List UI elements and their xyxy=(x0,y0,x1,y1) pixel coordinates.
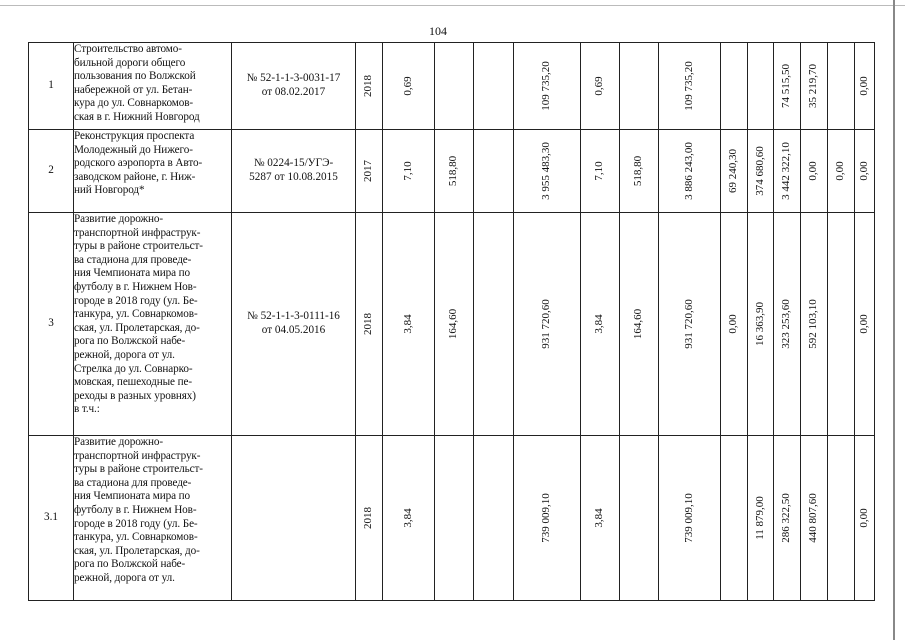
value-text: 109 735,20 xyxy=(540,61,553,111)
value-cell-c6 xyxy=(435,43,474,130)
value-cell-c12 xyxy=(721,213,748,436)
page-right-edge xyxy=(893,0,895,640)
value-cell-length xyxy=(383,213,435,436)
object-name-line: режной, дорога от ул. xyxy=(74,571,175,584)
object-name-line: Реконструкция проспекта xyxy=(74,130,195,142)
value-cell-cost2 xyxy=(659,130,721,213)
value-cell-c15 xyxy=(801,213,828,436)
row-number-cell: 3.1 xyxy=(29,436,74,601)
value-cell-c12 xyxy=(721,43,748,130)
object-name-line: ва стадиона для проведе- xyxy=(74,253,192,266)
object-name-line: ния Чемпионата мира по xyxy=(74,267,191,280)
value-text: 518,80 xyxy=(447,155,460,187)
document-line: 5287 от 10.08.2015 xyxy=(249,171,338,183)
value-text: 0,00 xyxy=(807,161,820,181)
value-cell-cost xyxy=(514,43,581,130)
page-top-edge xyxy=(0,5,905,6)
row-number-cell: 3 xyxy=(29,213,74,436)
value-text: 2018 xyxy=(362,313,375,335)
value-cell-c10 xyxy=(620,130,659,213)
value-text: 3,84 xyxy=(593,314,606,334)
value-cell-c6 xyxy=(435,213,474,436)
value-cell-cost xyxy=(514,130,581,213)
value-cell-length xyxy=(383,130,435,213)
data-table xyxy=(28,42,875,601)
table-body xyxy=(29,43,875,601)
value-cell-c13 xyxy=(748,43,774,130)
value-text: 3,84 xyxy=(401,314,414,334)
object-name-cell xyxy=(74,130,232,213)
value-cell-c7 xyxy=(474,213,514,436)
object-name-line: реходы в разных уровнях) xyxy=(74,389,196,402)
document-line: № 52-1-1-3-0031-17 xyxy=(246,72,341,85)
object-name-line: в т.ч.: xyxy=(74,403,100,416)
value-cell-length2 xyxy=(581,213,620,436)
object-name-cell xyxy=(74,43,232,130)
object-name-line: заводском районе, г. Ниж- xyxy=(74,170,196,183)
value-cell-c17 xyxy=(855,213,875,436)
value-cell-c13 xyxy=(748,213,774,436)
object-name-line: Строительство автомо- xyxy=(74,43,182,55)
value-text: 518,80 xyxy=(632,155,645,187)
object-name-line: режной, дорога от ул. xyxy=(74,348,175,361)
value-cell-c7 xyxy=(474,43,514,130)
object-name-line: ская, ул. Пролетарская, до- xyxy=(74,544,200,557)
value-cell-c17 xyxy=(855,43,875,130)
object-name-line: туры в районе строительст- xyxy=(74,240,203,253)
value-text: 0,00 xyxy=(857,314,870,334)
object-name-line: транспортной инфраструк- xyxy=(74,449,201,462)
value-cell-cost2 xyxy=(659,43,721,130)
object-name-line: городе в 2018 году (ул. Бе- xyxy=(74,517,198,530)
value-text: 2018 xyxy=(362,75,375,97)
value-cell-c7 xyxy=(474,436,514,601)
value-text: 3,84 xyxy=(401,508,414,528)
object-name-cell xyxy=(74,213,232,436)
document-line: от 08.02.2017 xyxy=(261,86,326,98)
value-cell-cost xyxy=(514,436,581,601)
expertise-document-cell xyxy=(232,213,356,436)
value-text: 0,00 xyxy=(727,314,740,334)
object-name-line: мовская, пешеходные пе- xyxy=(74,376,192,389)
value-cell-c16 xyxy=(828,130,855,213)
object-name-line: набережной от ул. Бетан- xyxy=(74,83,193,96)
object-name-line: туры в районе строительст- xyxy=(74,463,203,476)
table-row xyxy=(29,436,875,601)
object-name-line: кура до ул. Совнаркомов- xyxy=(74,97,194,110)
object-name-line: футболу в г. Нижнем Нов- xyxy=(74,280,197,293)
value-cell-c7 xyxy=(474,130,514,213)
value-cell-c6 xyxy=(435,436,474,601)
object-name-line: пользования по Волжской xyxy=(74,70,196,83)
value-cell-cost xyxy=(514,213,581,436)
object-name-line: танкура, ул. Совнаркомов- xyxy=(74,308,198,321)
expertise-document-cell xyxy=(232,130,356,213)
value-text: 323 253,60 xyxy=(780,299,793,349)
value-cell-c10 xyxy=(620,213,659,436)
value-cell-year xyxy=(356,43,383,130)
value-text: 74 515,50 xyxy=(780,64,793,108)
value-cell-c17 xyxy=(855,436,875,601)
value-cell-c10 xyxy=(620,436,659,601)
value-text: 0,69 xyxy=(401,76,414,96)
object-name-line: ская, ул. Пролетарская, до- xyxy=(74,321,200,334)
row-number-cell: 2 xyxy=(29,130,74,213)
object-name-line: городе в 2018 году (ул. Бе- xyxy=(74,294,198,307)
value-cell-length2 xyxy=(581,436,620,601)
object-name-line: танкура, ул. Совнаркомов- xyxy=(74,531,198,544)
object-name-line: футболу в г. Нижнем Нов- xyxy=(74,503,197,516)
expertise-document-cell xyxy=(232,43,356,130)
value-text: 0,00 xyxy=(834,161,847,181)
value-text: 2018 xyxy=(362,507,375,529)
row-number-cell: 1 xyxy=(29,43,74,130)
value-text: 11 879,00 xyxy=(753,496,766,540)
table-row xyxy=(29,43,875,130)
object-name-line: рога по Волжской набе- xyxy=(74,335,186,348)
object-name-line: Развитие дорожно- xyxy=(74,436,164,448)
value-text: 374 680,60 xyxy=(753,146,766,196)
value-text: 16 363,90 xyxy=(753,302,766,346)
value-text: 3,84 xyxy=(593,508,606,528)
document-line: № 52-1-1-3-0111-16 xyxy=(247,310,340,323)
value-text: 440 807,60 xyxy=(807,493,820,543)
value-cell-c16 xyxy=(828,213,855,436)
value-cell-c14 xyxy=(774,130,801,213)
value-text: 739 009,10 xyxy=(540,493,553,543)
value-text: 739 009,10 xyxy=(682,493,695,543)
value-cell-c15 xyxy=(801,130,828,213)
value-text: 931 720,60 xyxy=(540,299,553,349)
object-name-line: Стрелка до ул. Совнарко- xyxy=(74,362,193,375)
object-name-line: бильной дороги общего xyxy=(74,56,186,69)
value-cell-length xyxy=(383,436,435,601)
object-name-line: родского аэропорта в Авто- xyxy=(74,157,203,170)
value-cell-c16 xyxy=(828,43,855,130)
value-cell-c10 xyxy=(620,43,659,130)
value-cell-c16 xyxy=(828,436,855,601)
object-name-line: рога по Волжской набе- xyxy=(74,558,186,571)
object-name-line: ний Новгород* xyxy=(74,184,145,197)
value-cell-c6 xyxy=(435,130,474,213)
value-text: 0,69 xyxy=(593,76,606,96)
value-text: 109 735,20 xyxy=(682,61,695,111)
object-name-line: ва стадиона для проведе- xyxy=(74,476,192,489)
object-name-line: Молодежный до Нижего- xyxy=(74,143,193,156)
value-text: 7,10 xyxy=(401,161,414,181)
value-cell-length2 xyxy=(581,43,620,130)
page-number: 104 xyxy=(429,24,447,38)
value-cell-year xyxy=(356,130,383,213)
value-cell-length2 xyxy=(581,130,620,213)
table-row xyxy=(29,213,875,436)
value-cell-c14 xyxy=(774,43,801,130)
value-text: 0,00 xyxy=(857,76,870,96)
value-text: 69 240,30 xyxy=(727,149,740,193)
value-cell-c13 xyxy=(748,130,774,213)
table-row xyxy=(29,130,875,213)
value-text: 2017 xyxy=(362,160,375,182)
value-cell-c13 xyxy=(748,436,774,601)
value-cell-c14 xyxy=(774,213,801,436)
value-text: 7,10 xyxy=(593,161,606,181)
value-text: 35 219,70 xyxy=(807,64,820,108)
object-name-line: Развитие дорожно- xyxy=(74,213,164,225)
value-cell-c14 xyxy=(774,436,801,601)
object-name-cell xyxy=(74,436,232,601)
object-name-line: транспортной инфраструк- xyxy=(74,226,201,239)
value-cell-c17 xyxy=(855,130,875,213)
document-line: от 04.05.2016 xyxy=(261,324,326,336)
object-name-line: ская в г. Нижний Новгород xyxy=(74,110,200,123)
value-text: 286 322,50 xyxy=(780,493,793,543)
value-text: 164,60 xyxy=(632,308,645,340)
value-cell-length xyxy=(383,43,435,130)
value-text: 164,60 xyxy=(447,308,460,340)
value-cell-cost2 xyxy=(659,213,721,436)
value-cell-c15 xyxy=(801,43,828,130)
value-text: 931 720,60 xyxy=(682,299,695,349)
value-text: 0,00 xyxy=(857,161,870,181)
value-cell-year xyxy=(356,213,383,436)
value-text: 592 103,10 xyxy=(807,299,820,349)
value-text: 3 442 322,10 xyxy=(780,142,793,200)
value-text: 3 955 483,30 xyxy=(540,142,553,200)
value-cell-c12 xyxy=(721,436,748,601)
value-cell-cost2 xyxy=(659,436,721,601)
expertise-document-cell xyxy=(232,436,356,601)
value-text: 0,00 xyxy=(857,508,870,528)
value-cell-c15 xyxy=(801,436,828,601)
object-name-line: ния Чемпионата мира по xyxy=(74,490,191,503)
value-text: 3 886 243,00 xyxy=(682,142,695,200)
value-cell-c12 xyxy=(721,130,748,213)
document-line: № 0224-15/УГЭ- xyxy=(253,157,334,170)
value-cell-year xyxy=(356,436,383,601)
